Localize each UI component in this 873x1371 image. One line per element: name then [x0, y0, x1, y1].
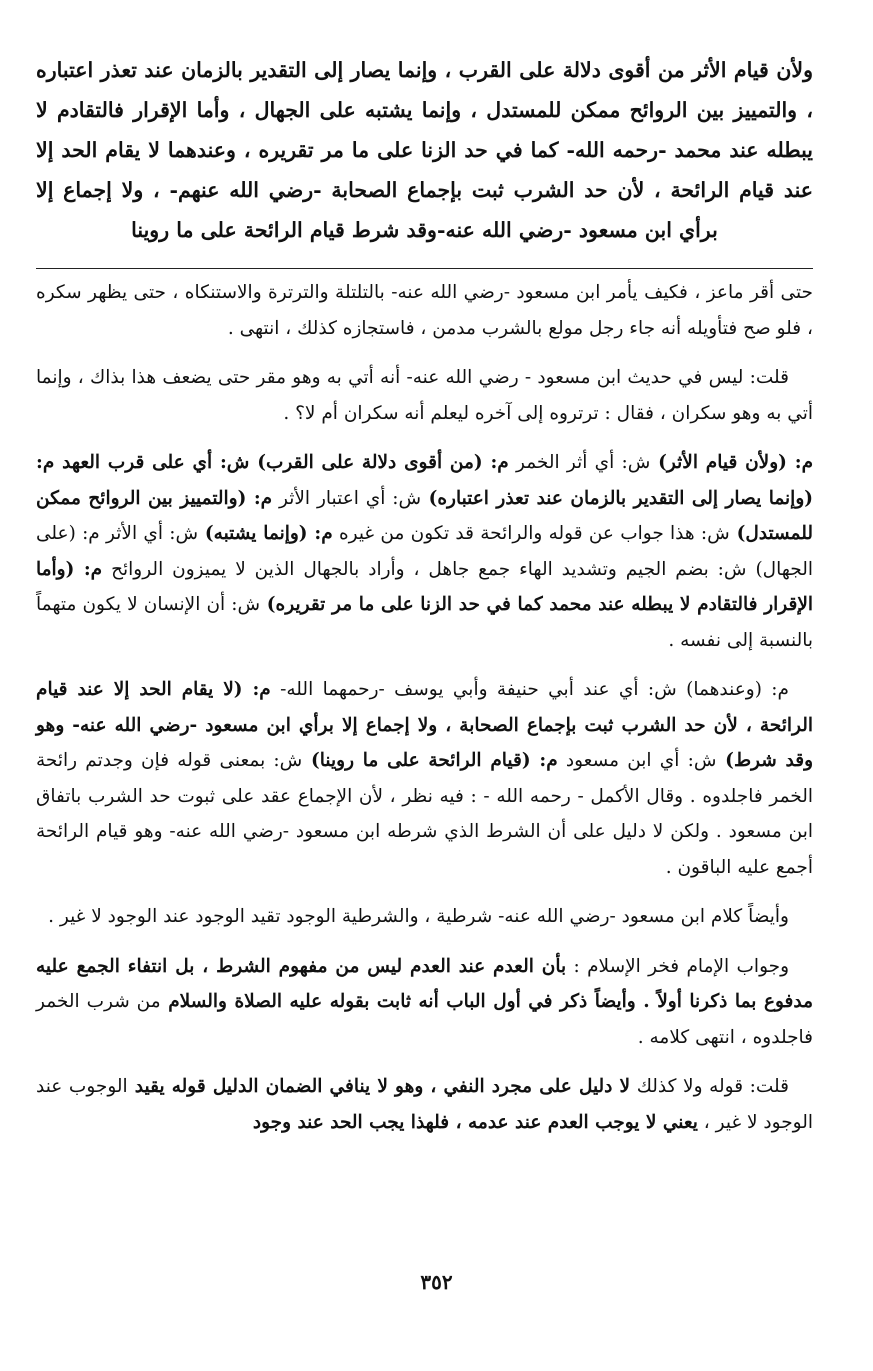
commentary-paragraph-7	[36, 1069, 813, 1140]
segment: ش: بضم الجيم وتشديد الهاء جمع جاهل ، وأراد بالجهال الذين لا يميزون الروائح	[102, 558, 747, 580]
segment: م: (على الجهال)	[36, 523, 813, 580]
segment: م: (ولأن قيام الأثر)	[650, 452, 814, 473]
commentary-paragraph-3	[36, 445, 813, 658]
commentary-paragraph-5: وأيضاً كلام ابن مسعود -رضي الله عنه- شرطية ، والشرطية الوجود تقيد الوجود عند الوجود لا غير .	[48, 906, 789, 927]
segment: قلت: قوله ولا كذلك	[630, 1076, 789, 1097]
separator-line	[36, 268, 813, 269]
segment: م: (قيام الرائحة على ما روينا)	[302, 750, 558, 771]
segment: يعني لا يوجب العدم عند عدمه ، فلهذا يجب الحد عند وجود	[252, 1111, 698, 1133]
matn-text: ولأن قيام الأثر من أقوى دلالة على القرب ، وإنما يصار إلى التقدير بالزمان عند تعذر اعتباره ، والتمييز بين الروائح ممكن للمستدل ، وإنما يشتبه على الجهال ، وأما الإقرار فالتقادم لا يبطله عند محمد -رحمه الله- كما في حد الزنا على ما مر تقريره ، وعندهما لا يقام الحد إلا عند قيام الرائحة ، لأن حد الشرب ثبت بإجماع الصحابة -رضي الله عنهم- ، ولا إجماع إلا برأي ابن مسعود -رضي الله عنه-وقد شرط قيام الرائحة على ما روينا	[36, 58, 813, 242]
segment: ش: هذا جواب عن قوله والرائحة قد تكون من غيره	[332, 523, 730, 544]
segment: ش: أي عند أبي حنيفة وأبي يوسف -رحمهما الله-	[270, 679, 677, 700]
segment: ش: بمعنى قوله فإن وجدتم رائحة الخمر فاجلدوه . وقال الأكمل - رحمه الله - : فيه نظر ، لأن الإجماع عقد على ثبوت حد الشرب باتفاق ابن مسعود . ولكن لا دليل على أن الشرط الذي شرطه ابن مسعود -رضي الله عنه- وهو قيام الرائحة أجمع عليه الباقون .	[36, 750, 813, 878]
segment: م: (والتمييز بين الروائح ممكن للمستدل)	[36, 487, 814, 544]
segment: وجواب الإمام فخر الإسلام :	[566, 955, 789, 977]
segment: ش: أن الإنسان لا يكون متهماً بالنسبة إلى نفسه .	[36, 594, 813, 651]
segment: م: (من أقوى دلالة على القرب)	[249, 452, 509, 473]
segment: من شرب الخمر فاجلدوه ، انتهى كلامه .	[36, 991, 813, 1048]
segment: م: (وإنما يشتبه)	[198, 523, 333, 544]
commentary-paragraph-4	[36, 672, 813, 885]
segment: ش: أي الأثر	[99, 523, 199, 544]
segment: م: (وإنما يصار إلى التقدير بالزمان عند تعذر اعتباره)	[36, 452, 814, 509]
segment: ش: أي على قرب العهد	[54, 452, 250, 473]
segment: م: (وعندهما)	[676, 679, 789, 700]
page-number: ٣٥٢	[420, 1270, 453, 1294]
commentary-paragraph-6	[36, 949, 813, 1056]
segment: لا دليل على مجرد النفي ، وهو لا ينافي الضمان الدليل قوله يقيد	[127, 1076, 631, 1097]
commentary-paragraph-1: حتى أقر ماعز ، فكيف يأمر ابن مسعود -رضي الله عنه- بالتلتلة والترترة والاستنكاه ، حتى يظهر سكره ، فلو صح فتأويله أنه جاء رجل مولع بالشرب مدمن ، فاستجازه كذلك ، انتهى .	[36, 282, 813, 339]
segment: الوجوب عند الوجود لا غير ،	[36, 1076, 813, 1133]
segment: ش: أي اعتبار الأثر	[272, 487, 422, 509]
segment: م: (وأما الإقرار فالتقادم لا يبطله عند محمد كما في حد الزنا على ما مر تقريره)	[36, 558, 814, 615]
segment: م: (لا يقام الحد إلا عند قيام الرائحة ، لأن حد الشرب ثبت بإجماع الصحابة ، ولا إجماع إلا برأي ابن مسعود -رضي الله عنه- وهو وقد شرط)	[36, 679, 814, 771]
commentary-paragraph-2: قلت: ليس في حديث ابن مسعود - رضي الله عنه- أنه أتي به وهو مقر حتى يضعف هذا بذاك ، وإنما أتي به وهو سكران ، فقال : ترتروه إلى آخره ليعلم أنه سكران أم لا؟ .	[36, 367, 813, 424]
segment: ش: أي أثر الخمر	[508, 452, 651, 473]
segment: بأن العدم عند العدم ليس من مفهوم الشرط ، بل انتفاء الجمع عليه مدفوع بما ذكرنا أولاً . وأيضاً ذكر في أول الباب أنه ثابت بقوله عليه الصلاة والسلام	[36, 955, 814, 1012]
segment: ش: أي ابن مسعود	[557, 750, 717, 771]
document-page	[36, 50, 813, 1371]
